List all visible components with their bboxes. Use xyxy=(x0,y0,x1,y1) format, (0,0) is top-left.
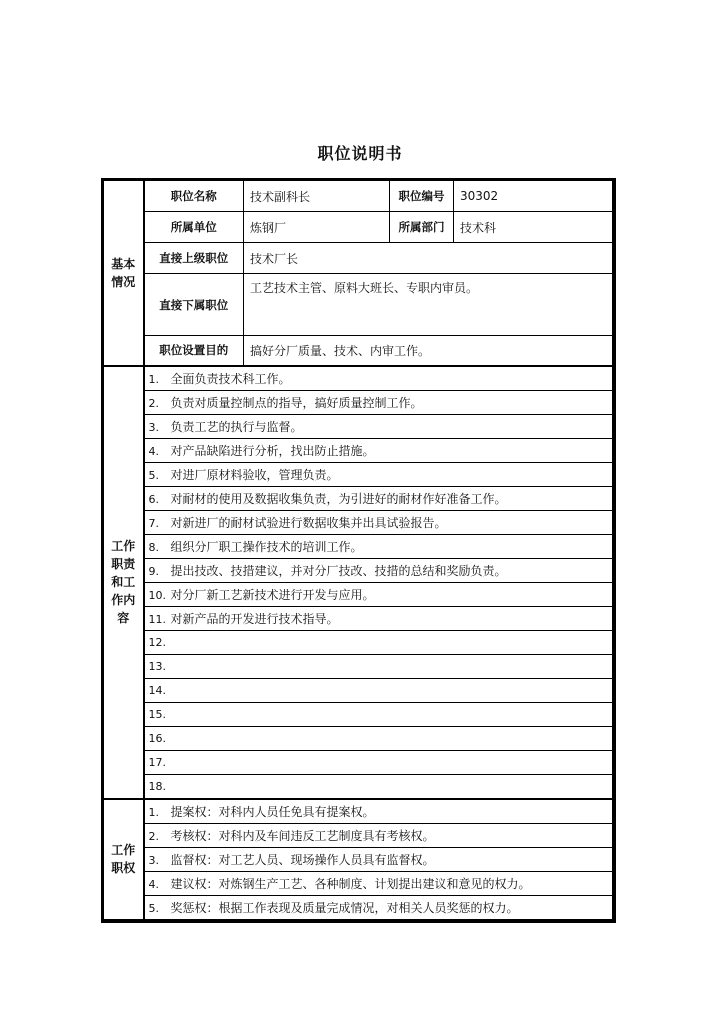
duty-number: 4. xyxy=(148,444,159,458)
authority-number: 2. xyxy=(148,829,159,843)
duty-row xyxy=(104,534,613,558)
duty-row xyxy=(104,726,613,750)
unit-label: 所属单位 xyxy=(144,212,244,243)
authority-section-label xyxy=(104,799,144,920)
authority-row xyxy=(104,823,613,847)
basic-section-label: 基本情况 xyxy=(104,181,144,366)
duty-text: 对耐材的使用及数据收集负责，为引进好的耐材作好准备工作。 xyxy=(170,491,507,506)
authority-section-text: 工作职权 xyxy=(111,843,136,875)
duty-row xyxy=(104,654,613,678)
duty-item xyxy=(144,414,613,438)
authority-item xyxy=(144,847,613,871)
duty-row xyxy=(104,630,613,654)
duty-row xyxy=(104,510,613,534)
duty-text: 对新进厂的耐材试验进行数据收集并出具试验报告。 xyxy=(170,515,447,530)
authority-item xyxy=(144,895,613,919)
position-code-label: 职位编号 xyxy=(390,181,454,212)
duty-item xyxy=(144,558,613,582)
duty-number: 3. xyxy=(148,420,159,434)
purpose-label: 职位设置目的 xyxy=(144,336,244,366)
position-name-value: 技术副科长 xyxy=(244,181,390,212)
duty-number: 18. xyxy=(148,780,166,793)
authority-item xyxy=(144,799,613,824)
superior-value: 技术厂长 xyxy=(244,243,613,274)
duty-number: 11. xyxy=(148,612,166,626)
authority-text: 奖惩权：根据工作表现及质量完成情况，对相关人员奖惩的权力。 xyxy=(170,900,519,915)
authority-row xyxy=(104,799,613,824)
duty-row xyxy=(104,606,613,630)
duty-item xyxy=(144,534,613,558)
duty-text: 对分厂新工艺新技术进行开发与应用。 xyxy=(170,587,375,602)
job-description-table xyxy=(101,178,616,923)
duty-text: 组织分厂职工操作技术的培训工作。 xyxy=(170,539,363,554)
superior-label: 直接上级职位 xyxy=(144,243,244,274)
duty-text: 全面负责技术科工作。 xyxy=(170,371,291,386)
duty-item xyxy=(144,630,613,654)
duty-text: 对新产品的开发进行技术指导。 xyxy=(170,611,339,626)
duty-row xyxy=(104,486,613,510)
authority-number: 5. xyxy=(148,901,159,915)
duty-number: 16. xyxy=(148,732,166,745)
duty-row xyxy=(104,702,613,726)
authority-row xyxy=(104,871,613,895)
duty-item xyxy=(144,438,613,462)
duty-row xyxy=(104,390,613,414)
authority-row xyxy=(104,847,613,871)
authority-row xyxy=(104,895,613,919)
dept-value: 技术科 xyxy=(454,212,613,243)
duty-item xyxy=(144,702,613,726)
duty-row xyxy=(104,438,613,462)
duty-row xyxy=(104,678,613,702)
authority-text: 监督权：对工艺人员、现场操作人员具有监督权。 xyxy=(170,852,435,867)
authority-text: 提案权：对科内人员任免具有提案权。 xyxy=(170,804,375,819)
duty-number: 2. xyxy=(148,396,159,410)
dept-label: 所属部门 xyxy=(390,212,454,243)
duty-text: 负责工艺的执行与监督。 xyxy=(170,419,303,434)
authority-text: 考核权：对科内及车间违反工艺制度具有考核权。 xyxy=(170,828,435,843)
position-code-value: 30302 xyxy=(454,181,613,212)
duty-item xyxy=(144,606,613,630)
unit-value: 炼钢厂 xyxy=(244,212,390,243)
duty-number: 14. xyxy=(148,684,166,697)
duty-number: 6. xyxy=(148,492,159,506)
position-name-label: 职位名称 xyxy=(144,181,244,212)
authority-item xyxy=(144,871,613,895)
duty-row xyxy=(104,558,613,582)
duty-item xyxy=(144,582,613,606)
duty-number: 1. xyxy=(148,372,159,386)
duty-number: 12. xyxy=(148,636,166,649)
duty-number: 8. xyxy=(148,540,159,554)
duty-item xyxy=(144,462,613,486)
duty-number: 15. xyxy=(148,708,166,721)
duty-item xyxy=(144,654,613,678)
duty-text: 对产品缺陷进行分析，找出防止措施。 xyxy=(170,443,375,458)
duty-item xyxy=(144,390,613,414)
duty-number: 17. xyxy=(148,756,166,769)
duties-section-text: 工作职责和工作内容 xyxy=(111,539,136,625)
duty-number: 9. xyxy=(148,564,159,578)
duty-row xyxy=(104,750,613,774)
duty-row xyxy=(104,774,613,799)
duty-item xyxy=(144,774,613,799)
duty-row xyxy=(104,366,613,391)
duty-row xyxy=(104,582,613,606)
duty-text: 对进厂原材料验收，管理负责。 xyxy=(170,467,339,482)
authority-number: 3. xyxy=(148,853,159,867)
authority-item xyxy=(144,823,613,847)
duty-number: 10. xyxy=(148,588,166,602)
duties-section-label xyxy=(104,366,144,799)
duty-item xyxy=(144,366,613,391)
duty-row xyxy=(104,414,613,438)
purpose-value: 搞好分厂质量、技术、内审工作。 xyxy=(244,336,613,366)
duty-item xyxy=(144,678,613,702)
duty-row xyxy=(104,462,613,486)
duty-number: 7. xyxy=(148,516,159,530)
duty-number: 13. xyxy=(148,660,166,673)
subordinate-label: 直接下属职位 xyxy=(144,274,244,336)
duty-item xyxy=(144,750,613,774)
document-title: 职位说明书 xyxy=(317,144,403,163)
authority-text: 建议权：对炼钢生产工艺、各种制度、计划提出建议和意见的权力。 xyxy=(170,876,531,891)
authority-number: 4. xyxy=(148,877,159,891)
duty-item xyxy=(144,510,613,534)
duty-item xyxy=(144,486,613,510)
duty-number: 5. xyxy=(148,468,159,482)
duty-text: 提出技改、技措建议，并对分厂技改、技措的总结和奖励负责。 xyxy=(170,563,507,578)
duty-item xyxy=(144,726,613,750)
subordinate-value: 工艺技术主管、原料大班长、专职内审员。 xyxy=(244,274,613,336)
duty-text: 负责对质量控制点的指导，搞好质量控制工作。 xyxy=(170,395,423,410)
authority-number: 1. xyxy=(148,805,159,819)
